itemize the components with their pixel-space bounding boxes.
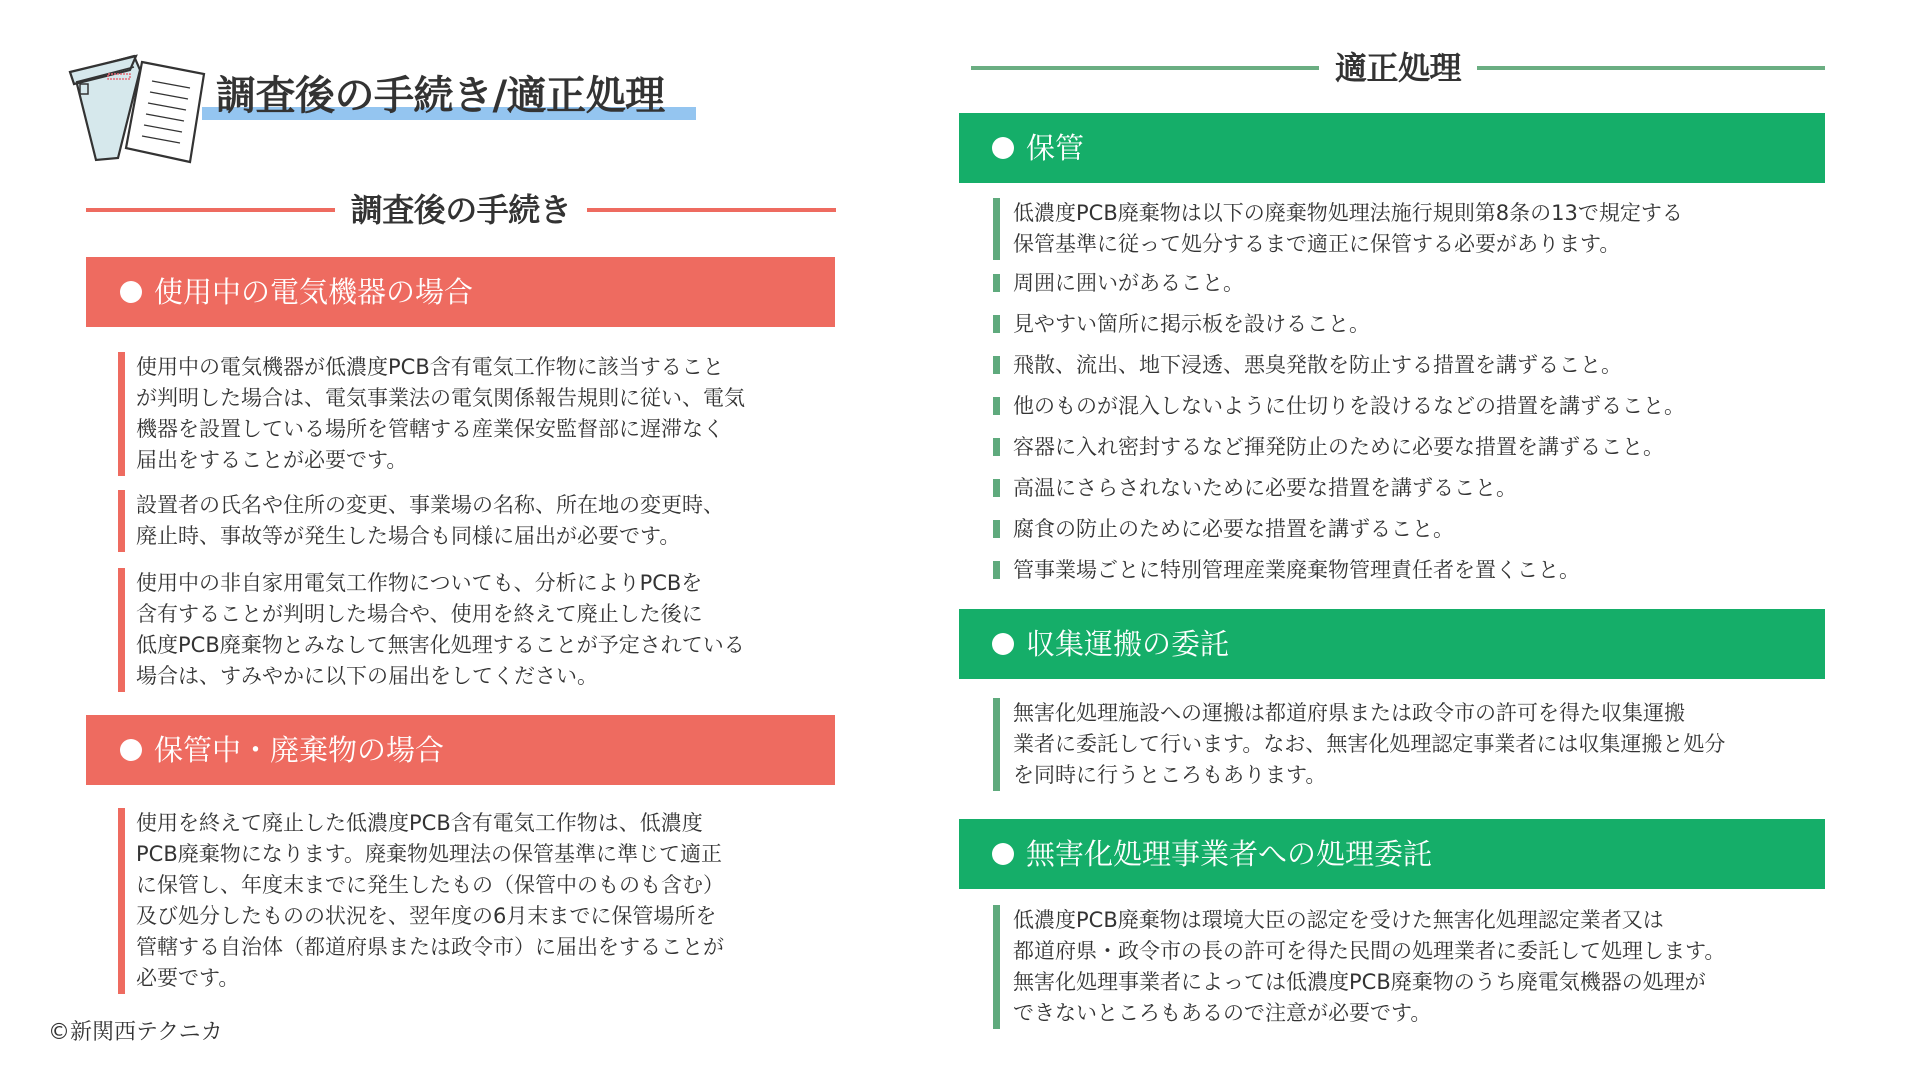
text-line: 必要です。 <box>136 966 240 990</box>
section-header-in-use-equipment <box>86 257 835 327</box>
text-line: に保管し、年度末までに発生したもの（保管中のものも含む） <box>136 873 724 897</box>
text-line: 設置者の氏名や住所の変更、事業場の名称、所在地の変更時、 <box>136 493 724 517</box>
text-line: 保管基準に従って処分するまで適正に保管する必要があります。 <box>1013 232 1621 256</box>
heading-line-right <box>587 208 836 212</box>
list-item: 腐食の防止のために必要な措置を講ずること。 <box>993 517 1454 541</box>
section-heading-procedures <box>86 190 836 230</box>
text-line: 業者に委託して行います。なお、無害化処理認定事業者には収集運搬と処分 <box>1013 732 1726 756</box>
section-header-label: 保管中・廃棄物の場合 <box>154 733 445 767</box>
text-line: 届出をすることが必要です。 <box>136 448 408 472</box>
text-line: 廃止時、事故等が発生した場合も同様に届出が必要です。 <box>136 524 681 548</box>
heading-line-right <box>1477 66 1825 70</box>
section-heading-proper-disposal <box>971 48 1825 88</box>
text-line: 低度PCB廃棄物とみなして無害化処理することが予定されている <box>136 633 745 657</box>
paragraph <box>118 568 745 692</box>
text-line: を同時に行うところもあります。 <box>1013 763 1327 787</box>
bullet-dot-icon <box>120 739 142 761</box>
list-item: 他のものが混入しないように仕切りを設けるなどの措置を講ずること。 <box>993 394 1685 418</box>
section-header-collection-transport <box>959 609 1825 679</box>
section-header-label: 保管 <box>1026 131 1085 165</box>
list-item: 周囲に囲いがあること。 <box>993 271 1244 295</box>
section-header-label: 使用中の電気機器の場合 <box>154 275 474 309</box>
text-line: 無害化処理事業者によっては低濃度PCB廃棄物のうち廃電気機器の処理が <box>1013 970 1706 994</box>
paragraph <box>993 198 1683 260</box>
text-line: 含有することが判明した場合や、使用を終えて廃止した後に <box>136 602 703 626</box>
text-line: 使用を終えて廃止した低濃度PCB含有電気工作物は、低濃度 <box>136 811 703 835</box>
paragraph <box>118 490 724 552</box>
text-line: 場合は、すみやかに以下の届出をしてください。 <box>136 664 598 688</box>
list-item: 管事業場ごとに特別管理産業廃棄物管理責任者を置くこと。 <box>993 558 1580 582</box>
text-line: が判明した場合は、電気事業法の電気関係報告規則に従い、電気 <box>136 386 745 410</box>
text-line: できないところもあるので注意が必要です。 <box>1013 1001 1432 1025</box>
documents-envelope-icon <box>66 48 206 166</box>
copyright: ©新関西テクニカ <box>48 1020 223 1045</box>
list-item: 容器に入れ密封するなど揮発防止のために必要な措置を講ずること。 <box>993 435 1664 459</box>
bullet-dot-icon <box>120 281 142 303</box>
section-header-storage <box>959 113 1825 183</box>
text-line: 及び処分したものの状況を、翌年度の6月末までに保管場所を <box>136 904 717 928</box>
heading-line-left <box>971 66 1319 70</box>
section-header-label: 収集運搬の委託 <box>1026 627 1230 661</box>
text-line: 低濃度PCB廃棄物は環境大臣の認定を受けた無害化処理認定業者又は <box>1013 908 1664 932</box>
text-line: 使用中の電気機器が低濃度PCB含有電気工作物に該当すること <box>136 355 724 379</box>
paragraph <box>118 808 724 994</box>
page-title: 調査後の手続き/適正処理 <box>216 73 665 119</box>
text-line: 無害化処理施設への運搬は都道府県または政令市の許可を得た収集運搬 <box>1013 701 1685 725</box>
text-line: 低濃度PCB廃棄物は以下の廃棄物処理法施行規則第8条の13で規定する <box>1013 201 1683 225</box>
bullet-dot-icon <box>992 633 1014 655</box>
list-item: 飛散、流出、地下浸透、悪臭発散を防止する措置を講ずること。 <box>993 353 1622 377</box>
list-item: 高温にさらされないために必要な措置を講ずること。 <box>993 476 1517 500</box>
bullet-dot-icon <box>992 843 1014 865</box>
section-header-stored-waste <box>86 715 835 785</box>
text-line: 管轄する自治体（都道府県または政令市）に届出をすることが <box>136 935 724 959</box>
text-line: 使用中の非自家用電気工作物についても、分析によりPCBを <box>136 571 703 595</box>
text-line: PCB廃棄物になります。廃棄物処理法の保管基準に準じて適正 <box>136 842 723 866</box>
paragraph <box>993 905 1725 1029</box>
section-header-label: 無害化処理事業者への処理委託 <box>1026 837 1433 871</box>
section-heading-text: 適正処理 <box>1335 49 1462 87</box>
paragraph <box>993 698 1725 791</box>
heading-line-left <box>86 208 335 212</box>
list-item: 見やすい箇所に掲示板を設けること。 <box>993 312 1370 336</box>
text-line: 都道府県・政令市の長の許可を得た民間の処理業者に委託して処理します。 <box>1013 939 1726 963</box>
bullet-dot-icon <box>992 137 1014 159</box>
section-header-detox-contractor <box>959 819 1825 889</box>
section-heading-text: 調査後の手続き <box>350 191 572 229</box>
paragraph <box>118 352 745 476</box>
text-line: 機器を設置している場所を管轄する産業保安監督部に遅滞なく <box>136 417 724 441</box>
